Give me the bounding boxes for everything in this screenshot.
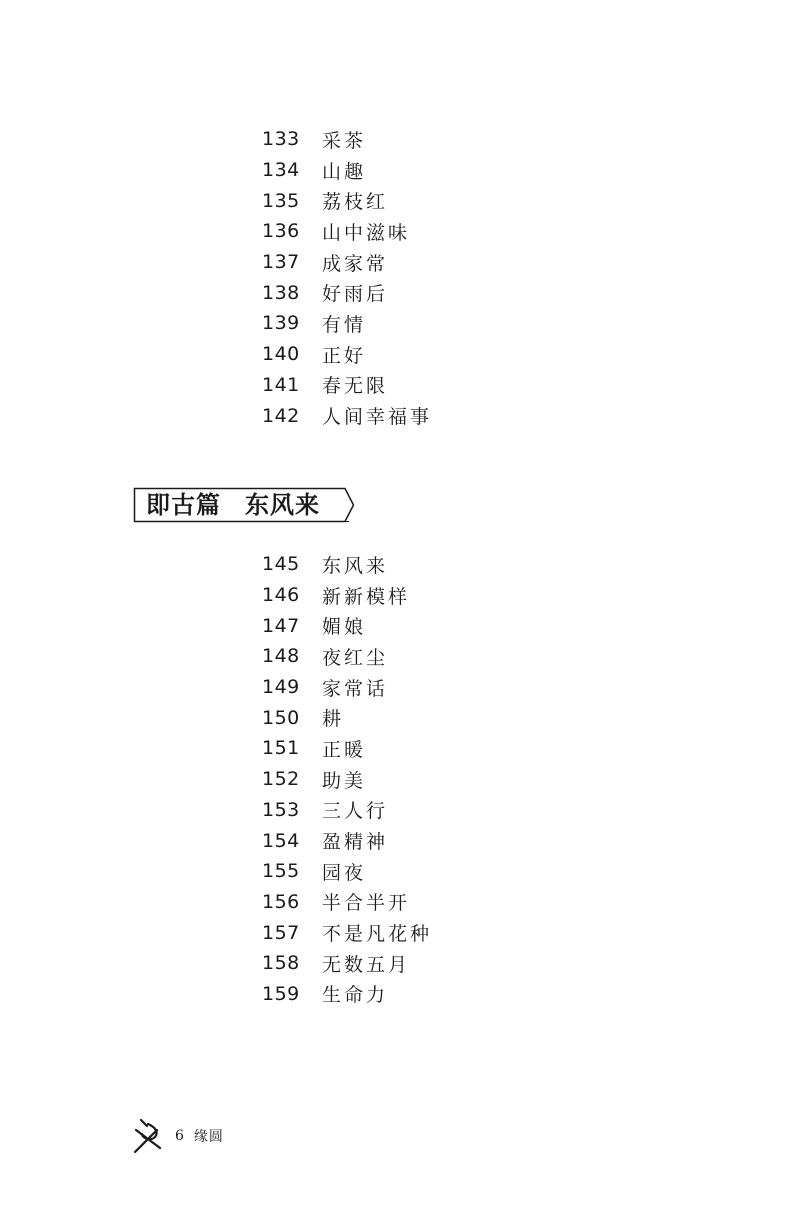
toc-title: 荔枝红 [322,191,389,214]
toc-entry[interactable] [262,216,432,247]
page-number: 6 [175,1128,184,1144]
toc-title: 不是凡花种 [322,923,433,946]
toc-entry[interactable] [262,795,432,826]
toc-entry[interactable] [262,277,432,308]
toc-title: 媚娘 [322,616,367,639]
toc-title: 正暖 [322,738,367,761]
toc-page-number: 147 [262,614,300,637]
section-title [146,489,320,521]
toc-title: 人间幸福事 [322,406,433,429]
toc-title: 盈精神 [322,831,389,854]
toc-entry[interactable] [262,124,432,155]
toc-entry[interactable] [262,979,432,1010]
toc-entry[interactable] [262,672,432,703]
toc-title: 家常话 [322,677,389,700]
toc-page-number: 137 [262,251,300,274]
toc-title: 园夜 [322,861,367,884]
toc-title: 春无限 [322,375,389,398]
toc-title: 生命力 [322,984,389,1007]
section-part-label: 即古篇 [146,491,221,519]
toc-entry[interactable] [262,308,432,339]
toc-entry[interactable] [262,580,432,611]
toc-entry[interactable] [262,641,432,672]
toc-entry[interactable] [262,948,432,979]
toc-title: 山中滋味 [322,221,411,244]
toc-entry[interactable] [262,733,432,764]
toc-entry[interactable] [262,856,432,887]
toc-page-number: 158 [262,952,300,975]
toc-page-number: 139 [262,312,300,335]
toc-list-lower [262,549,432,1009]
toc-page-number: 145 [262,553,300,576]
toc-entry[interactable] [262,370,432,401]
toc-page-number: 148 [262,645,300,668]
toc-entry[interactable] [262,339,432,370]
toc-entry[interactable] [262,610,432,641]
toc-page-number: 142 [262,404,300,427]
toc-title: 耕 [322,708,345,731]
section-name-label: 东风来 [245,491,320,519]
toc-entry[interactable] [262,155,432,186]
toc-entry[interactable] [262,400,432,431]
toc-entry[interactable] [262,917,432,948]
knot-logo-icon [133,1118,163,1154]
toc-title: 正好 [322,344,367,367]
section-header [133,487,355,523]
toc-entry[interactable] [262,764,432,795]
toc-title: 好雨后 [322,283,389,306]
toc-entry[interactable] [262,247,432,278]
toc-entry[interactable] [262,887,432,918]
running-title: 缘圆 [193,1129,224,1145]
toc-page-number: 134 [262,159,300,182]
toc-page-number: 133 [262,128,300,151]
toc-title: 成家常 [322,252,389,275]
toc-page-number: 156 [262,890,300,913]
toc-title: 东风来 [322,554,389,577]
toc-page-number: 149 [262,676,300,699]
toc-title: 有情 [322,313,367,336]
toc-title: 半合半开 [322,892,411,915]
toc-title: 新新模样 [322,585,411,608]
toc-title: 山趣 [322,160,367,183]
toc-entry[interactable] [262,825,432,856]
toc-title: 助美 [322,769,367,792]
toc-page-number: 152 [262,768,300,791]
toc-entry[interactable] [262,185,432,216]
toc-page-number: 155 [262,860,300,883]
toc-page-number: 159 [262,982,300,1005]
toc-title: 三人行 [322,800,389,823]
toc-page-number: 151 [262,737,300,760]
toc-entry[interactable] [262,702,432,733]
toc-page-number: 136 [262,220,300,243]
toc-page-number: 153 [262,798,300,821]
toc-page-number: 135 [262,189,300,212]
toc-list-upper [262,124,432,431]
toc-page-number: 140 [262,343,300,366]
toc-title: 无数五月 [322,953,411,976]
toc-page-number: 146 [262,584,300,607]
toc-page-number: 154 [262,829,300,852]
toc-title: 采茶 [322,129,367,152]
toc-page-number: 157 [262,921,300,944]
toc-page-number: 138 [262,281,300,304]
toc-title: 夜红尘 [322,646,389,669]
toc-page-number: 150 [262,706,300,729]
page-footer [133,1116,224,1156]
toc-page-number: 141 [262,373,300,396]
toc-entry[interactable] [262,549,432,580]
